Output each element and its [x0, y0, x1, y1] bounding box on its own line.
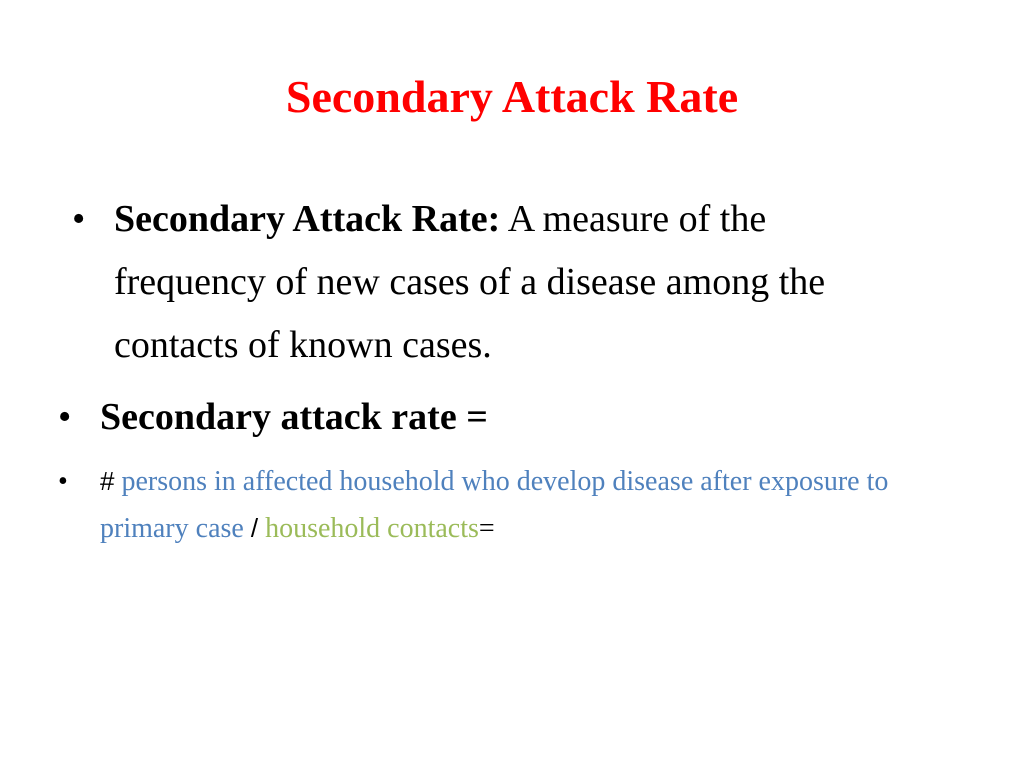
formula-bullet	[58, 458, 958, 552]
formula-hash: #	[100, 466, 115, 496]
slide-title: Secondary Attack Rate	[285, 71, 739, 122]
formula-heading-equals: =	[466, 396, 488, 438]
formula-equals: =	[478, 513, 495, 544]
definition-text: A measure of the frequency of new cases of a disease among the contacts of known cases.	[114, 198, 826, 366]
bullet-glyph: •	[58, 466, 68, 497]
bullet-glyph: •	[58, 396, 72, 438]
formula-heading-bullet	[58, 388, 958, 446]
definition-text-block	[114, 188, 914, 377]
formula-text-block	[100, 458, 900, 552]
formula-numerator: persons in affected household who develop disease after exposure to primary case	[100, 466, 889, 544]
formula-slash: /	[250, 513, 259, 543]
formula-denominator: household contacts	[265, 513, 479, 544]
definition-term: Secondary Attack Rate:	[114, 198, 501, 240]
definition-bullet	[72, 188, 932, 377]
formula-heading	[100, 388, 488, 446]
formula-heading-label: Secondary attack rate	[100, 396, 457, 438]
bullet-glyph: •	[72, 198, 86, 240]
